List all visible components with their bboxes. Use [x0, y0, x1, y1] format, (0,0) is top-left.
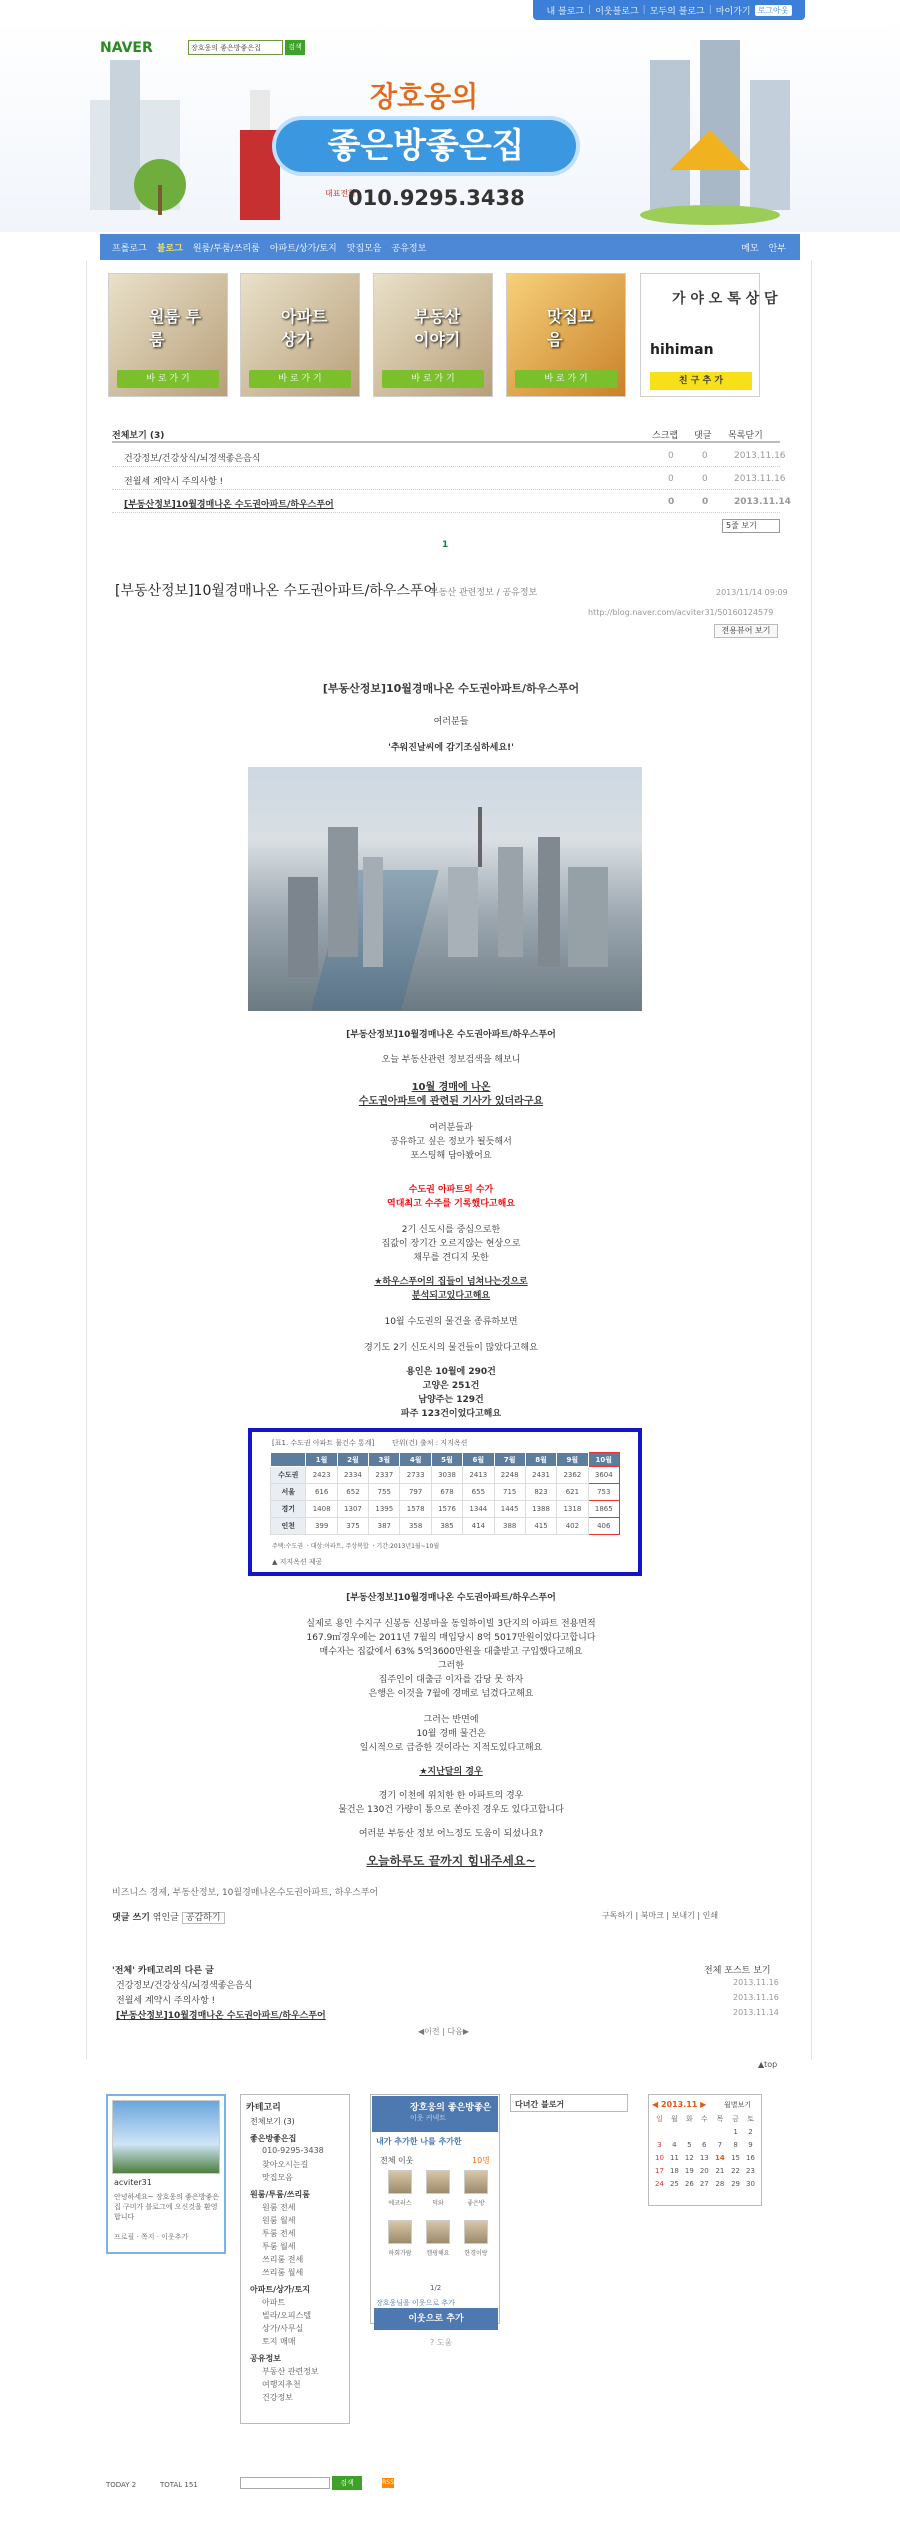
table-cell: 경기 [271, 1501, 306, 1518]
table-cell: 399 [306, 1518, 337, 1535]
nav-shared-info[interactable]: 공유정보 [391, 243, 427, 254]
body-text: 물건은 130건 가량이 통으로 쏟아진 경우도 있다고합니다 [338, 1805, 564, 1815]
table-cell: 2362 [557, 1467, 588, 1484]
nav-guestbook[interactable]: 안부 [768, 243, 786, 254]
calendar-day: 15 [731, 2153, 740, 2162]
logout-button[interactable]: 로그아웃 [755, 5, 792, 16]
table-header [271, 1453, 306, 1467]
banner-apartment[interactable] [240, 273, 360, 397]
calendar-week [652, 2138, 758, 2151]
body-text: 채무를 견디지 못한 [413, 1253, 489, 1263]
other-post-date: 2013.11.16 [733, 1993, 779, 2002]
post-tags[interactable]: 비즈니스 경제, 부동산정보, 10월경매나온수도권아파트, 하우스푸어 [112, 1888, 379, 1898]
neighbor-avatar[interactable] [426, 2220, 450, 2244]
table-cell: 1578 [400, 1501, 431, 1518]
post-list-header [112, 428, 780, 443]
rss-icon[interactable]: RSS [382, 2479, 394, 2486]
print-button[interactable]: 인쇄 [702, 1911, 719, 1920]
table-cell: 823 [525, 1484, 556, 1501]
add-neighbor-button[interactable]: 이웃으로 추가 [374, 2308, 498, 2330]
neighbor-avatar[interactable] [426, 2170, 450, 2194]
send-button[interactable]: 보내기 [671, 1911, 695, 1920]
weekday: 일 [656, 2114, 663, 2123]
viewer-button[interactable]: 전용뷰어 보기 [714, 624, 778, 638]
calendar-week [652, 2164, 758, 2177]
blog-title-top: 장호웅의 [370, 80, 479, 113]
category-item[interactable]: 쓰리룸 월세 [262, 2268, 304, 2277]
help-link[interactable]: ? 도움 [430, 2338, 453, 2347]
list-item-scrap: 0 [668, 497, 675, 507]
calendar-month[interactable]: ◀ 2013.11 ▶ [652, 2100, 707, 2109]
calendar-day [682, 2125, 697, 2138]
table-cell: 414 [463, 1518, 494, 1535]
category-item[interactable]: 건강정보 [262, 2393, 293, 2402]
category-item[interactable]: 아파트 [262, 2298, 286, 2307]
blog-title: 좋은방좋은집 [276, 120, 576, 172]
other-post-link[interactable]: 건강정보/건강상식/뇌경색좋은음식 [116, 1981, 253, 1991]
table-cell: 인천 [271, 1518, 306, 1535]
subscribe-button[interactable]: 구독하기 [602, 1911, 633, 1920]
neighbor-title: 장호웅의 좋은방좋은 [410, 2103, 492, 2113]
category-heading: 카테고리 [246, 2103, 281, 2113]
table-cell: 387 [369, 1518, 400, 1535]
category-item[interactable]: 여행지추천 [262, 2380, 301, 2389]
calendar-day: 13 [699, 2153, 709, 2162]
body-text: 경기 이천에 위치한 한 아파트의 경우 [378, 1791, 524, 1801]
table-cell: 388 [494, 1518, 525, 1535]
calendar-day: 9 [748, 2140, 753, 2149]
other-posts-heading: '전체' 카테고리의 다른 글 [112, 1966, 214, 1976]
category-item[interactable]: 맛집모음 [262, 2173, 293, 2182]
header-search-input[interactable]: 장호웅의 좋은방좋은집 [188, 40, 283, 55]
list-title: 전체보기 (3) [112, 431, 165, 441]
list-item-date: 2013.11.14 [734, 497, 791, 507]
profile-image[interactable] [112, 2100, 220, 2174]
table-header: 8월 [525, 1453, 556, 1467]
table-cell: 402 [557, 1518, 588, 1535]
list-item-title[interactable]: [부동산정보]10월경매나온 수도권아파트/하우스푸어 [124, 500, 334, 510]
body-text: 여러분들과 [429, 1123, 473, 1133]
table-cell: 1865 [588, 1501, 619, 1518]
calendar-day: 23 [746, 2166, 755, 2175]
calendar-day: 12 [684, 2153, 694, 2162]
table-header: 7월 [494, 1453, 525, 1467]
calendar-day: 30 [746, 2179, 755, 2188]
neighbor-subtitle: 이웃 커넥트 [410, 2114, 447, 2122]
calendar-week [652, 2177, 758, 2190]
body-text: 그러한 [437, 1661, 465, 1671]
calendar-day: 7 [717, 2140, 723, 2149]
body-text: 공유하고 싶은 정보가 될듯해서 [390, 1137, 512, 1147]
post-tools: 구독하기 | 북마크 | 보내기 | 인쇄 [602, 1911, 719, 1920]
table-cell: 621 [557, 1484, 588, 1501]
body-heading: [부동산정보]10월경매나온 수도권아파트/하우스푸어 [322, 682, 580, 695]
bookmark-button[interactable]: 북마크 [640, 1911, 664, 1920]
banner-go-button[interactable]: 바 로 가 기 [117, 370, 219, 388]
neighbor-tabs[interactable]: 내가 추가한 나를 추가한 [376, 2137, 462, 2146]
today-count: TODAY 2 [106, 2481, 137, 2489]
table-header: 6월 [463, 1453, 494, 1467]
neighbor-count: 10명 [472, 2156, 490, 2165]
banner-realestate[interactable] [373, 273, 493, 397]
table-header: 10월 [588, 1453, 619, 1467]
body-text: ★지난달의 경우 [419, 1767, 483, 1777]
phone-number: 010.9295.3438 [348, 186, 525, 210]
calendar-week [652, 2151, 758, 2164]
weekday: 화 [685, 2114, 693, 2123]
profile-links[interactable]: 프로필 · 쪽지 · 이웃추가 [114, 2233, 189, 2241]
calendar-day [697, 2125, 712, 2138]
list-item[interactable] [112, 445, 786, 467]
table-cell: 2413 [463, 1467, 494, 1484]
table-cell: 652 [337, 1484, 368, 1501]
table-cell: 1408 [306, 1501, 337, 1518]
body-text: 오늘 부동산관련 정보검색을 해보니 [381, 1055, 521, 1065]
calendar-monthly-view[interactable]: 월별보기 [724, 2101, 752, 2109]
calendar-day: 26 [684, 2179, 694, 2188]
banner-label: 맛집모음 [547, 307, 594, 349]
category-item[interactable]: 찾아오시는길 [262, 2160, 309, 2169]
table-cell: 2733 [400, 1467, 431, 1484]
header-search-button[interactable]: 검색 [285, 40, 305, 55]
body-text: 수도권아파트에 관련된 기사가 있더라구요 [358, 1096, 544, 1107]
calendar-day [712, 2125, 728, 2138]
calendar-day [667, 2125, 682, 2138]
profile-description: 안녕하세요~ 장호웅의 좋은방좋은집 구미가 블로그에 오신것을 환영합니다 [114, 2193, 219, 2221]
kakao-brand: hihiman [650, 342, 714, 358]
banner-label: 원룸 투룸 [149, 307, 201, 349]
kakao-title: 가 야 오 톡 상 담 [672, 291, 778, 307]
list-item-comments: 0 [702, 474, 708, 484]
neighbor-name[interactable]: 한경이랑 [464, 2250, 488, 2257]
table-source: ▲ 지지옥션 제공 [272, 1558, 323, 1566]
list-col-scrap: 스크랩 [652, 431, 679, 441]
category-item[interactable]: 상가/사무실 [262, 2324, 304, 2333]
category-item[interactable]: 원룸 전세 [262, 2203, 296, 2212]
category-item[interactable]: 빌라/오피스텔 [262, 2311, 312, 2320]
body-text: 집주인이 대출금 이자를 감당 못 하자 [378, 1675, 524, 1685]
phone-label: 대표전화 [325, 189, 356, 198]
weekday: 수 [700, 2114, 708, 2123]
table-cell: 2334 [337, 1467, 368, 1484]
weekday: 토 [747, 2114, 754, 2123]
my-menu-link[interactable]: 마이가기 [715, 6, 751, 17]
table-cell: 385 [431, 1518, 462, 1535]
other-post-link[interactable]: [부동산정보]10월경매나온 수도권아파트/하우스푸어 [116, 2011, 326, 2021]
trackback-link[interactable]: 엮인글 [152, 1913, 179, 1923]
list-item-date: 2013.11.16 [734, 451, 786, 461]
calendar-day: 5 [687, 2140, 692, 2149]
nav-rooms[interactable]: 원룸/투룸/쓰리룸 [192, 243, 260, 254]
calendar-day: 3 [657, 2140, 662, 2149]
neighbor-page[interactable]: 1/2 [430, 2284, 442, 2292]
table-cell: 797 [400, 1484, 431, 1501]
body-text: 여러분 부동산 정보 어느정도 도움이 되셨나요? [358, 1829, 544, 1839]
neighbor-select[interactable]: 전체 이웃 [380, 2156, 414, 2165]
list-item-date: 2013.11.16 [734, 474, 786, 484]
nav-blog[interactable]: 블로그 [156, 243, 183, 254]
list-item[interactable] [112, 468, 786, 490]
table-cell: 616 [306, 1484, 337, 1501]
body-text: 여러분들 [433, 717, 469, 727]
table-row [271, 1467, 620, 1484]
table-header: 1월 [306, 1453, 337, 1467]
calendar-day: 18 [669, 2166, 679, 2175]
banner-label: 아파트 상가 [281, 307, 328, 349]
body-text: 매수자는 집값에서 63% 5억3600만원을 대출받고 구입했다고해요 [319, 1647, 583, 1657]
page-size-select[interactable]: 5줄 보기 [722, 519, 780, 533]
calendar-day: 20 [699, 2166, 709, 2175]
total-count: TOTAL 151 [160, 2481, 198, 2489]
post-date: 2013/11/14 09:09 [716, 588, 788, 597]
neighbor-avatar[interactable] [464, 2170, 488, 2194]
nav-restaurants[interactable]: 맛집모음 [346, 243, 382, 254]
neighbor-blog-link[interactable]: 이웃블로그 [595, 6, 639, 17]
body-heading: [부동산정보]10월경매나온 수도권아파트/하우스푸어 [346, 1030, 556, 1040]
table-cell: 2431 [525, 1467, 556, 1484]
table-cell: 1388 [525, 1501, 556, 1518]
body-text: 그러는 반면에 [423, 1715, 479, 1725]
table-unit: 단위(건) 출처 : 지지옥션 [392, 1439, 468, 1447]
body-text: 고양은 251건 [422, 1381, 480, 1391]
category-item[interactable]: 원룸 월세 [262, 2216, 296, 2225]
table-header: 4월 [400, 1453, 431, 1467]
stats-table [270, 1452, 620, 1535]
table-note: 주택:수도권 ㆍ대상:아파트, 주상복합 ㆍ기간:2013년1월~10월 [272, 1543, 440, 1550]
body-text: 수도권 아파트의 수가 [408, 1185, 494, 1195]
table-cell: 2248 [494, 1467, 525, 1484]
calendar-day: 25 [669, 2179, 679, 2188]
banner-go-button[interactable]: 바 로 가 기 [382, 370, 484, 388]
calendar-day: 27 [699, 2179, 709, 2188]
list-item-scrap: 0 [668, 474, 674, 484]
table-cell: 수도권 [271, 1467, 306, 1484]
category-item[interactable]: 투룸 월세 [262, 2242, 296, 2251]
neighbor-name[interactable]: 하회가람 [388, 2250, 412, 2257]
nav-prologue[interactable]: 프롤로그 [112, 243, 147, 254]
table-cell: 358 [400, 1518, 431, 1535]
post-url[interactable]: http://blog.naver.com/acviter31/50160124579 [588, 608, 774, 617]
body-text: 10월 경매에 나온 [411, 1082, 491, 1093]
nav-memo[interactable]: 메모 [741, 243, 759, 254]
post-category[interactable]: 부동산 관련정보 / 공유정보 [430, 588, 538, 598]
banner-go-button[interactable]: 바 로 가 기 [515, 370, 617, 388]
nav-apartments[interactable]: 아파트/상가/토지 [269, 243, 337, 254]
body-text: 분석되고있다고해요 [411, 1291, 491, 1301]
table-header: 9월 [557, 1453, 588, 1467]
neighbor-name[interactable]: 좋은방 [467, 2200, 485, 2207]
other-post-link[interactable]: 전월세 계약시 주의사항 ! [116, 1996, 216, 2006]
table-cell: 2337 [369, 1467, 400, 1484]
visited-bloggers-select[interactable]: 다녀간 블로거 [510, 2094, 628, 2112]
list-item-title[interactable]: 건강정보/건강상식/뇌경색좋은음식 [124, 454, 261, 464]
calendar-day: 11 [669, 2153, 679, 2162]
category-item[interactable]: 전체보기 (3) [250, 2117, 295, 2126]
table-cell: 715 [494, 1484, 525, 1501]
neighbor-avatar[interactable] [464, 2220, 488, 2244]
category-item[interactable]: 쓰리룸 전세 [262, 2255, 304, 2264]
weekday: 월 [671, 2114, 678, 2123]
calendar-day: 16 [746, 2153, 755, 2162]
category-item[interactable]: 투룸 전세 [262, 2229, 296, 2238]
calendar-day: 22 [731, 2166, 740, 2175]
calendar-day: 21 [715, 2166, 725, 2175]
neighbor-footer-link[interactable]: 장호웅님을 이웃으로 추가 [376, 2299, 455, 2307]
body-text: 10월 수도권의 물건을 종류하보면 [384, 1317, 518, 1327]
calendar-day: 8 [733, 2140, 738, 2149]
table-header: 5월 [431, 1453, 462, 1467]
body-text: 은행은 이것을 7월에 경매로 넘겼다고해요 [368, 1689, 534, 1699]
profile-name: acviter31 [114, 2178, 152, 2187]
calendar-day-active[interactable]: 14 [715, 2153, 725, 2162]
calendar-day: 29 [731, 2179, 740, 2188]
body-text: 167.9㎡경우에는 2011년 7월의 매입당시 8억 5017만원이었다고합니다 [306, 1633, 596, 1643]
naver-logo[interactable]: NAVER [100, 40, 153, 56]
table-cell: 753 [588, 1484, 619, 1501]
category-item[interactable]: 부동산 관련정보 [262, 2367, 319, 2376]
calendar-day: 1 [733, 2127, 738, 2136]
weekday: 금 [732, 2114, 739, 2123]
stats-caption [272, 1438, 467, 1448]
table-cell: 1307 [337, 1501, 368, 1518]
category-item[interactable]: 공유정보 [250, 2354, 281, 2363]
comment-bar [112, 1910, 225, 1923]
other-post-date: 2013.11.14 [733, 2008, 779, 2017]
footer-search-button[interactable]: 검색 [332, 2476, 362, 2490]
my-blog-link[interactable]: 내 블로그 [546, 6, 585, 17]
body-text: 역대최고 수주를 기록했다고해요 [387, 1199, 515, 1209]
table-caption: [표1. 수도권 아파트 물건수 통계] [272, 1439, 375, 1447]
table-header: 2월 [337, 1453, 368, 1467]
body-text: '추워진날씨에 감기조심하세요!' [388, 743, 514, 753]
prev-next-nav[interactable]: ◀이전 | 다음▶ [418, 2027, 469, 2036]
table-cell: 서울 [271, 1484, 306, 1501]
calendar-day: 17 [655, 2166, 664, 2175]
calendar-day: 19 [684, 2166, 694, 2175]
body-text: 파주 123건이었다고해요 [400, 1409, 502, 1419]
body-text: 경기도 2기 신도시의 물건들이 많았다고해요 [364, 1343, 538, 1353]
table-cell: 678 [431, 1484, 462, 1501]
calendar-week [652, 2125, 758, 2138]
body-text: 2기 신도시를 중심으로한 [401, 1225, 501, 1235]
calendar-day: 4 [672, 2140, 677, 2149]
table-cell: 1445 [494, 1501, 525, 1518]
neighbor-name[interactable]: 캠핑해요 [426, 2250, 450, 2257]
table-header: 3월 [369, 1453, 400, 1467]
body-text: 10월 경매 물건은 [416, 1729, 486, 1739]
main-nav [100, 234, 800, 260]
calendar-day [652, 2125, 667, 2138]
neighbor-name[interactable]: 에코러스 [388, 2200, 412, 2207]
calendar-day: 10 [655, 2153, 664, 2162]
banner-restaurants[interactable] [506, 273, 626, 397]
page-number[interactable]: 1 [442, 540, 449, 550]
category-item[interactable]: 토지 매매 [262, 2337, 296, 2346]
table-header-row [271, 1453, 620, 1467]
neighbor-name[interactable]: 덕와 [432, 2200, 444, 2207]
table-cell: 755 [369, 1484, 400, 1501]
body-text: 일시적으로 급증한 것이라는 지적도있다고해요 [359, 1743, 543, 1753]
weekday: 목 [716, 2114, 724, 2123]
body-text: 집값이 장기간 오르지않는 현상으로 [381, 1239, 521, 1249]
post-title: [부동산정보]10월경매나온 수도권아파트/하우스푸어 [115, 583, 437, 599]
table-cell: 3604 [588, 1467, 619, 1484]
body-heading: [부동산정보]10월경매나온 수도권아파트/하우스푸어 [346, 1593, 556, 1603]
banner-label: 부동산 이야기 [414, 307, 461, 349]
list-item-scrap: 0 [668, 451, 674, 461]
calendar-day: 6 [702, 2140, 707, 2149]
calendar-day: 2 [748, 2127, 753, 2136]
category-item[interactable]: 아파트/상가/토지 [250, 2285, 310, 2294]
all-blog-link[interactable]: 모두의 블로그 [649, 6, 705, 17]
list-item-comments: 0 [702, 451, 708, 461]
neighbor-avatar[interactable] [388, 2220, 412, 2244]
back-to-top-link[interactable]: ▲top [758, 2060, 778, 2069]
list-item[interactable] [112, 491, 791, 513]
banner-rooms[interactable] [108, 273, 228, 397]
table-cell: 3038 [431, 1467, 462, 1484]
list-item-title[interactable]: 전월세 계약시 주의사항 ! [124, 477, 224, 487]
category-item[interactable]: 원룸/투룸/쓰리룸 [250, 2190, 310, 2199]
calendar-table [652, 2112, 758, 2190]
like-button[interactable]: 공감하기 [182, 1912, 225, 1924]
table-cell: 375 [337, 1518, 368, 1535]
list-item-comments: 0 [702, 497, 709, 507]
table-cell: 1576 [431, 1501, 462, 1518]
comment-write-link[interactable]: 댓글 쓰기 [112, 1913, 150, 1923]
table-row [271, 1484, 620, 1501]
calendar-weekdays [652, 2112, 758, 2125]
table-cell: 1344 [463, 1501, 494, 1518]
body-text: 오늘하루도 끝까지 힘내주세요~ [366, 1854, 536, 1868]
category-item[interactable]: 010-9295-3438 [262, 2146, 324, 2155]
all-posts-link[interactable]: 전체 포스트 보기 [704, 1966, 771, 1976]
list-col-comment: 댓글 [694, 431, 712, 441]
table-cell: 406 [588, 1518, 619, 1535]
neighbor-avatar[interactable] [388, 2170, 412, 2194]
table-cell: 415 [525, 1518, 556, 1535]
table-cell: 655 [463, 1484, 494, 1501]
list-toggle-button[interactable]: 목록닫기 [728, 431, 763, 441]
table-row [271, 1501, 620, 1518]
category-item[interactable]: 좋은방좋은집 [250, 2134, 297, 2143]
body-text: 남양주는 129건 [418, 1395, 484, 1405]
table-cell: 1318 [557, 1501, 588, 1518]
banner-go-button[interactable]: 바 로 가 기 [249, 370, 351, 388]
top-bar: 내 블로그 | 이웃블로그 | 모두의 블로그 | 마이가기 로그아웃 [533, 0, 805, 20]
table-cell: 2423 [306, 1467, 337, 1484]
body-text: ★하우스푸어의 집들이 넘쳐나는것으로 [374, 1277, 528, 1287]
city-skyline [248, 767, 642, 1011]
footer-search-input[interactable] [240, 2477, 330, 2489]
kakao-add-friend-button[interactable]: 친 구 추 가 [650, 372, 752, 390]
body-text: 실제로 용인 수지구 신봉동 신봉마을 동일하이빌 3단지의 아파트 전용면적 [306, 1619, 596, 1629]
body-text: 용인은 10월에 290건 [406, 1367, 496, 1377]
table-cell: 1395 [369, 1501, 400, 1518]
calendar-day: 24 [655, 2179, 664, 2188]
body-text: 포스팅해 담아봤어요 [410, 1151, 492, 1161]
calendar-day: 28 [715, 2179, 725, 2188]
other-post-date: 2013.11.16 [733, 1978, 779, 1987]
table-row [271, 1518, 620, 1535]
